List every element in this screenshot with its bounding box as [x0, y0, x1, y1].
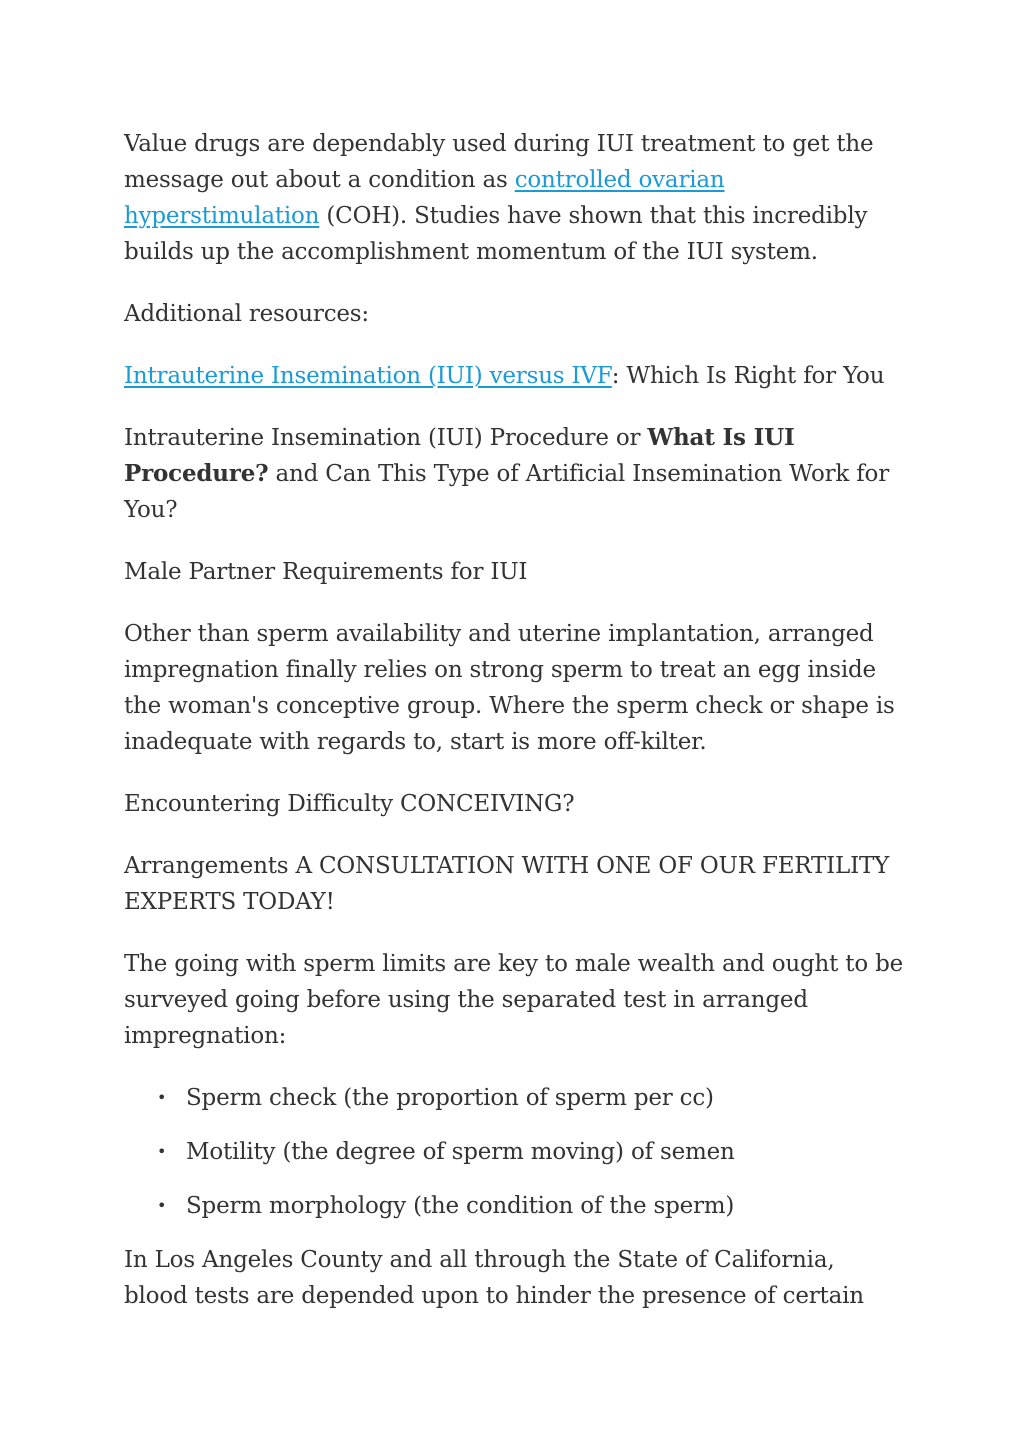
list-item-text: Motility (the degree of sperm moving) of semen — [186, 1139, 735, 1165]
document-page — [124, 126, 904, 1314]
paragraph-sperm-limits: The going with sperm limits are key to male wealth and ought to be surveyed going before using the separated test in arranged impregnation: — [124, 951, 904, 1049]
paragraph-sperm-availability: Other than sperm availability and uterine implantation, arranged impregnation finally relies on strong sperm to treat an egg inside the woman's conceptive group. Where the sperm check or shape is inadequate with regards to, start is more off-kilter. — [124, 621, 895, 755]
list-item — [124, 1188, 904, 1224]
additional-resources-heading: Additional resources: — [124, 301, 369, 327]
bullet-icon: • — [157, 1088, 167, 1107]
male-partner-heading: Male Partner Requirements for IUI — [124, 559, 528, 585]
list-item-text: Sperm check (the proportion of sperm per cc) — [186, 1085, 714, 1111]
bullet-icon: • — [157, 1196, 167, 1215]
sperm-parameters-list — [124, 1080, 904, 1224]
link-controlled-ovarian-hyperstimulation[interactable]: controlled ovarian hyperstimulation — [124, 167, 725, 229]
list-item — [124, 1134, 904, 1170]
link-iui-versus-ivf[interactable]: Intrauterine Insemination (IUI) versus IVF — [124, 363, 612, 389]
consultation-text: Arrangements A CONSULTATION WITH ONE OF OUR FERTILITY EXPERTS TODAY! — [124, 853, 890, 915]
paragraph-iui-vs-ivf — [124, 358, 904, 394]
paragraph-coh-text-start: Value drugs are dependably used during IUI treatment to get the message out about a condition as — [124, 131, 874, 193]
difficulty-conceiving-text: Encountering Difficulty CONCEIVING? — [124, 791, 575, 817]
list-item-text: Sperm morphology (the condition of the sperm) — [186, 1193, 735, 1219]
paragraph-iui-procedure — [124, 420, 904, 528]
paragraph-iui-procedure-text-end: and Can This Type of Artificial Insemination Work for You? — [124, 461, 890, 523]
paragraph-iui-procedure-text-start: Intrauterine Insemination (IUI) Procedure or — [124, 425, 648, 451]
bold-what-is-iui-procedure: What Is IUI Procedure? — [124, 424, 795, 487]
paragraph-coh — [124, 126, 904, 270]
bullet-icon: • — [157, 1142, 167, 1161]
paragraph-coh-text-end: (COH). Studies have shown that this incredibly builds up the accomplishment momentum of the IUI system. — [124, 203, 868, 265]
paragraph-blood-tests: In Los Angeles County and all through the State of California, blood tests are depended upon to hinder the presence of certain — [124, 1247, 864, 1309]
paragraph-iui-vs-ivf-text: : Which Is Right for You — [611, 363, 885, 389]
list-item — [124, 1080, 904, 1116]
